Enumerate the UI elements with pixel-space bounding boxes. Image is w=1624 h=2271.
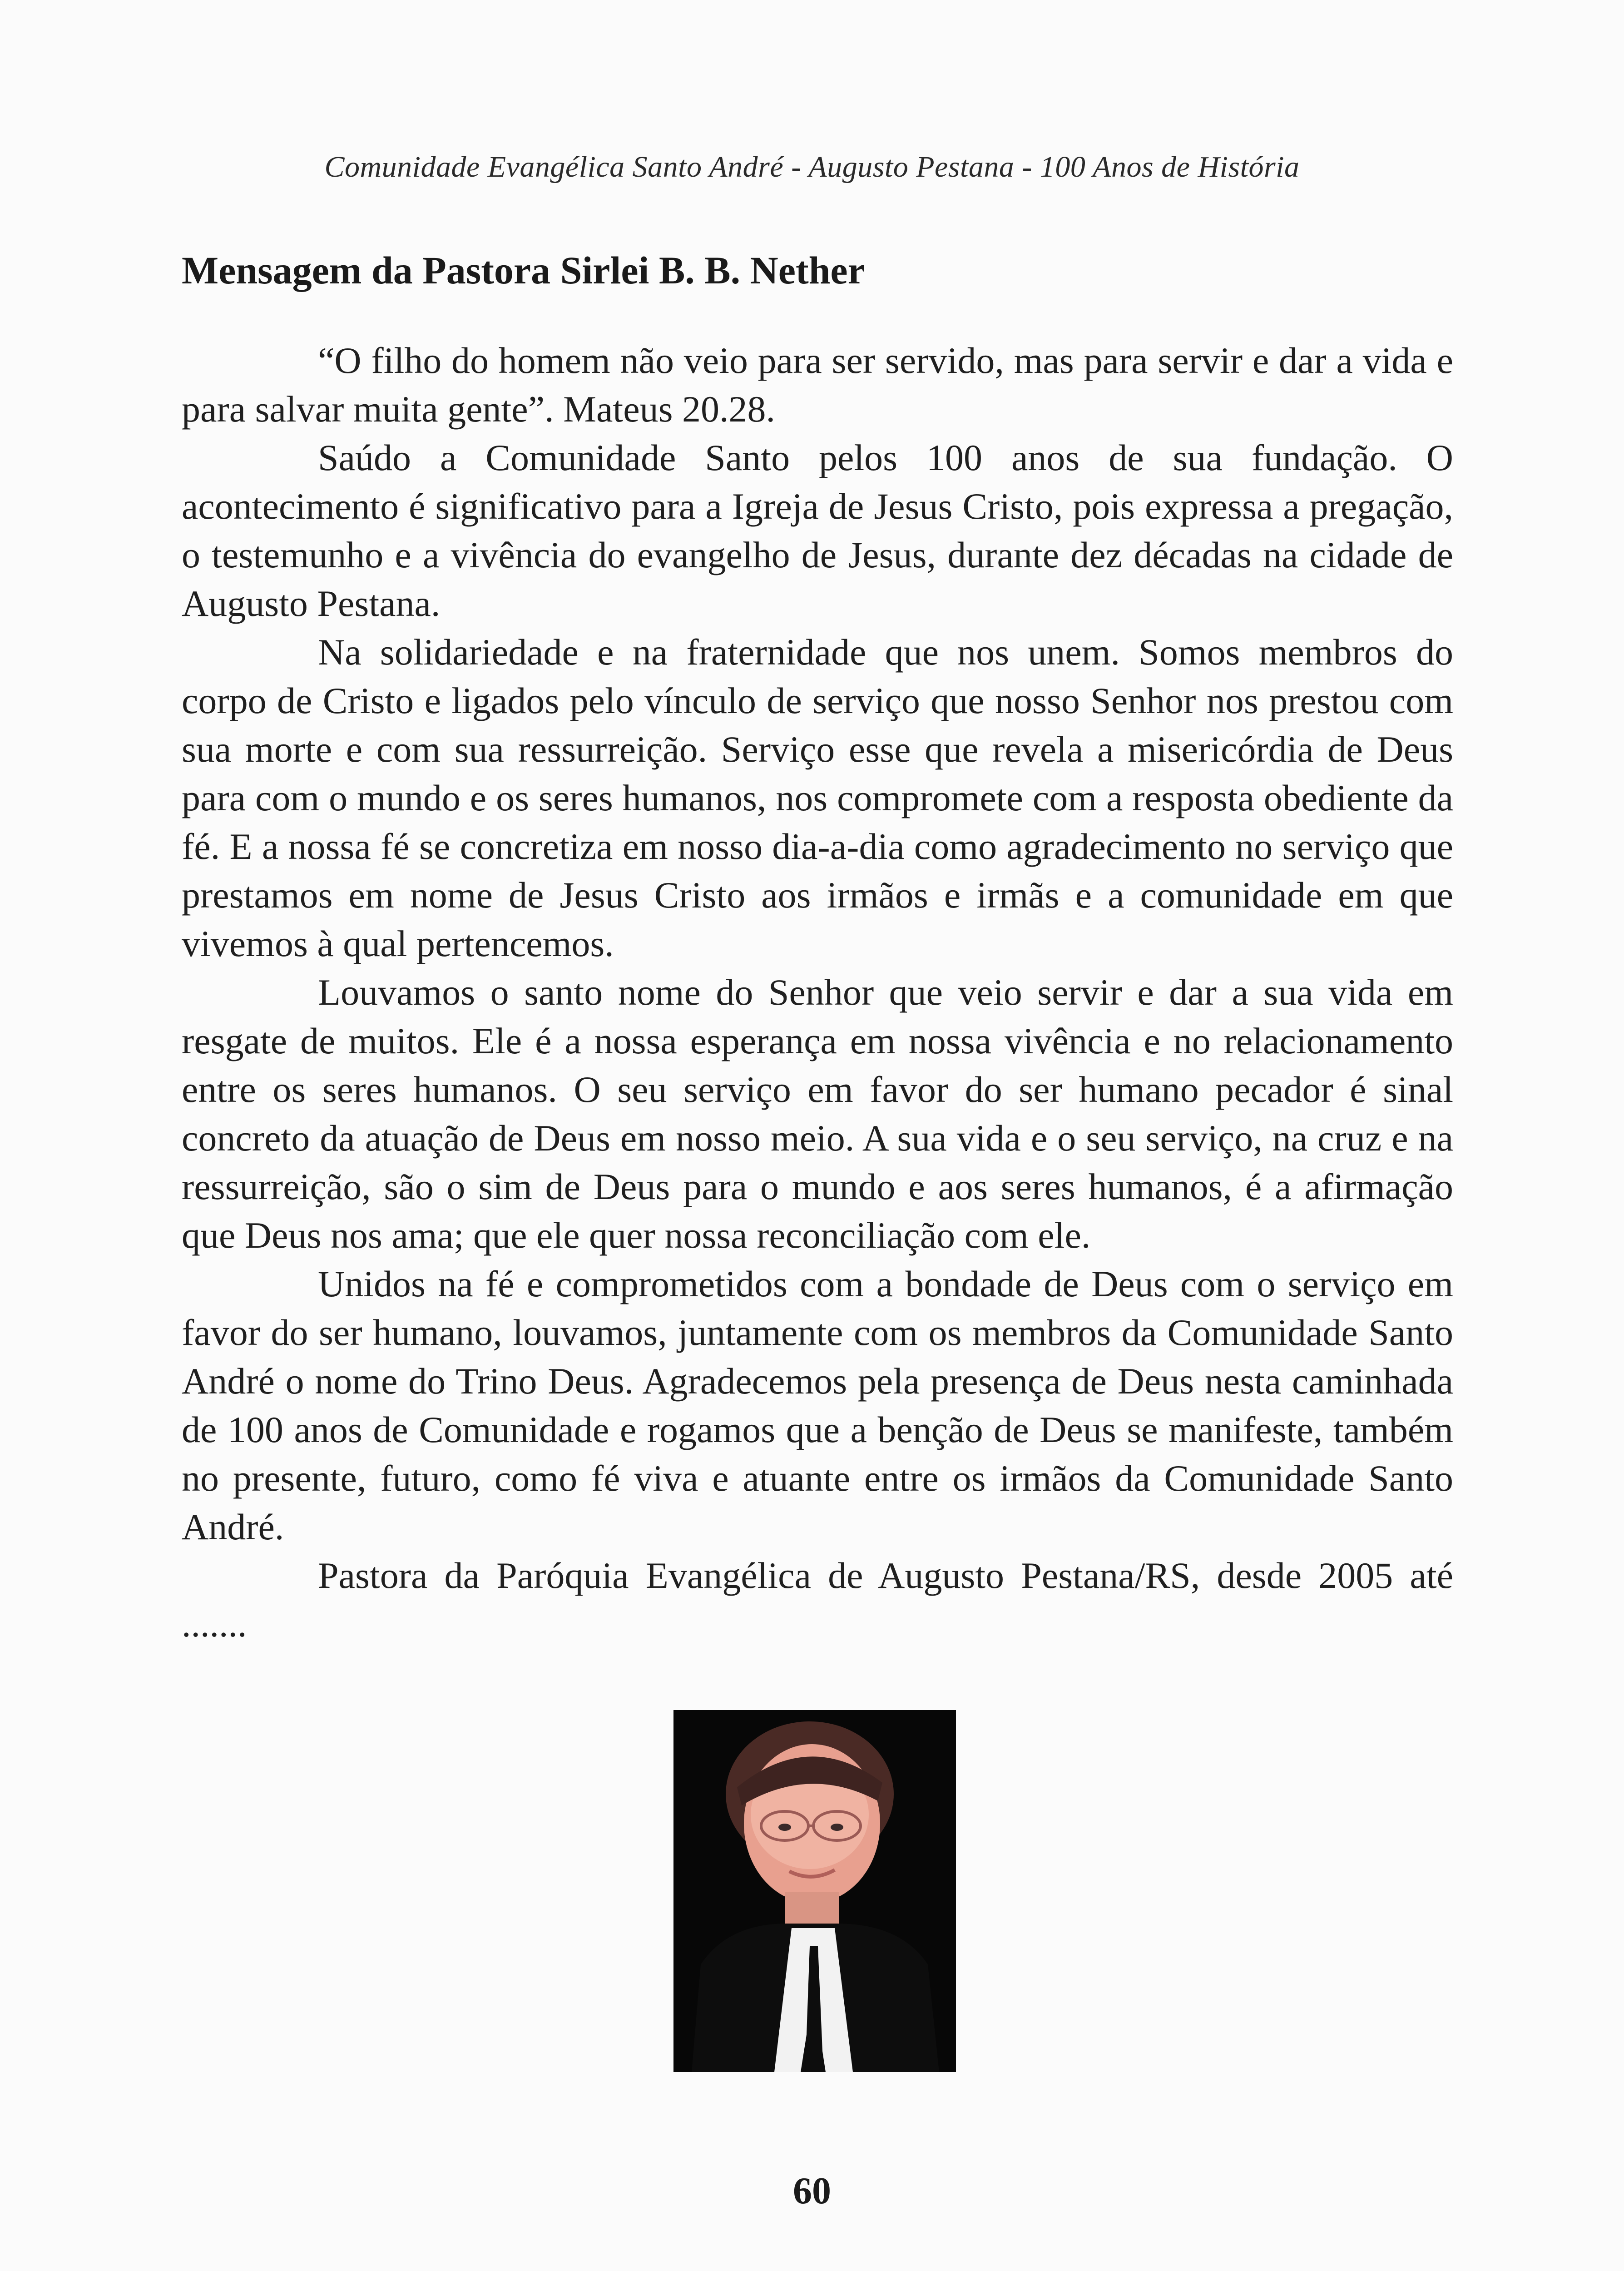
paragraph-quote: “O filho do homem não veio para ser servido, mas para servir e dar a vida e para salvar muita gente”. Mateus 20.28. xyxy=(182,340,1453,430)
paragraph-praise: Louvamos o santo nome do Senhor que veio servir e dar a sua vida em resgate de muitos. Ele é a nossa esperança em nossa vivência e no relacionamento entre os seres humanos. O seu serviço em favor do ser humano pecador é sinal concreto da atuação de Deus em nosso meio. A sua vida e o seu serviço, na cruz e na ressurreição, são o sim de Deus para o mundo e aos seres humanos, é a afirmação que Deus nos ama; que ele quer nossa reconciliação com ele. xyxy=(182,972,1453,1256)
paragraph-signature: Pastora da Paróquia Evangélica de Augusto Pestana/RS, desde 2005 até ....... xyxy=(182,1555,1453,1645)
paragraph-greeting: Saúdo a Comunidade Santo pelos 100 anos de sua fundação. O acontecimento é significativo para a Igreja de Jesus Cristo, pois expressa a pregação, o testemunho e a vivência do evangelho de Jesus, durante dez décadas na cidade de Augusto Pestana. xyxy=(182,437,1453,624)
paragraph-solidarity: Na solidariedade e na fraternidade que nos unem. Somos membros do corpo de Cristo e ligados pelo vínculo de serviço que nosso Senhor nos prestou com sua morte e com sua ressurreição. Serviço esse que revela a misericórdia de Deus para com o mundo e os seres humanos, nos compromete com a resposta obediente da fé. E a nossa fé se concretiza em nosso dia-a-dia como agradecimento no serviço que prestamos em nome de Jesus Cristo aos irmãos e irmãs e a comunidade em que vivemos à qual pertencemos. xyxy=(182,631,1453,964)
portrait-illustration xyxy=(673,1710,956,2072)
article-title: Mensagem da Pastora Sirlei B. B. Nether xyxy=(182,248,865,292)
page-number: 60 xyxy=(793,2170,831,2212)
running-header: Comunidade Evangélica Santo André - Augusto Pestana - 100 Anos de História xyxy=(324,150,1300,183)
paragraph-united: Unidos na fé e comprometidos com a bondade de Deus com o serviço em favor do ser humano, louvamos, juntamente com os membros da Comunidade Santo André o nome do Trino Deus. Agradecemos pela presença de Deus nesta caminhada de 100 anos de Comunidade e rogamos que a benção de Deus se manifeste, também no presente, futuro, como fé viva e atuante entre os irmãos da Comunidade Santo André. xyxy=(182,1263,1453,1547)
pastor-portrait-photo xyxy=(673,1710,956,2072)
article-body xyxy=(182,336,1453,1648)
